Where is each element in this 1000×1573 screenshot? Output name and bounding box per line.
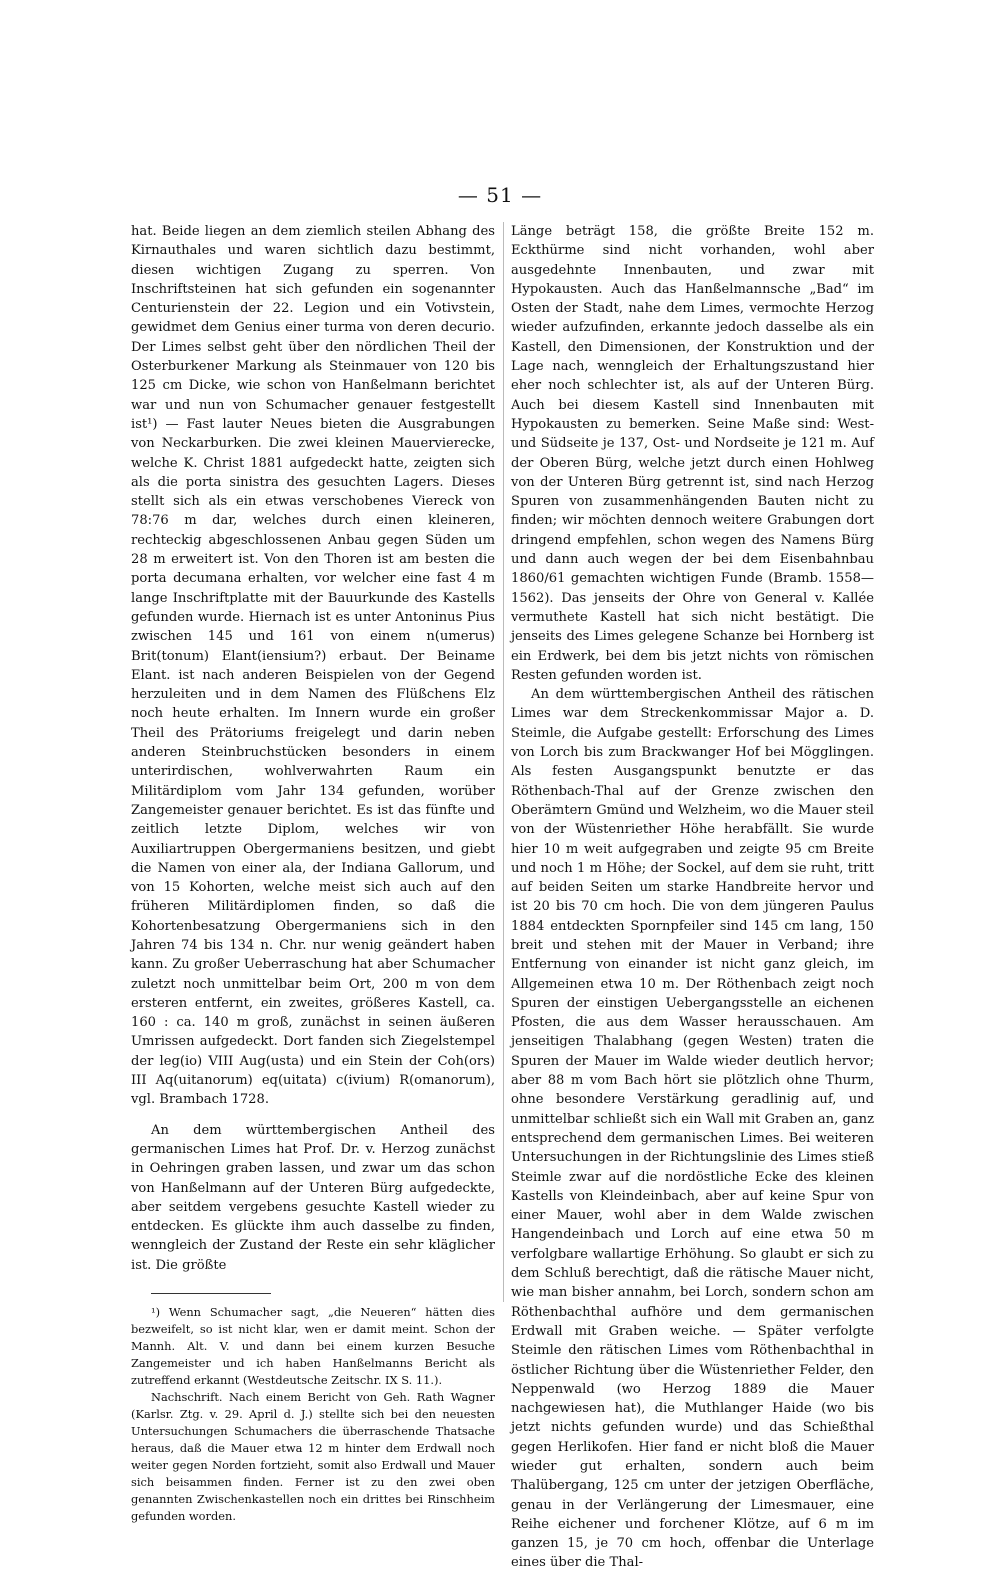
footnote-rule	[151, 1293, 271, 1294]
body-paragraph: An dem württembergischen Antheil des rätischen Limes war dem Streckenkommissar Major a. D. Steimle, die Aufgabe gestellt: Erforschung des Limes von Lorch bis zum Brackwanger Hof bei Mögglingen. Als festen Ausgangspunkt benutzte er das Röthenbach-Thal auf der Grenze zwischen den Oberämtern Gmünd und Welzheim, wo die Mauer steil von der Wüstenriether Höhe herabfällt. Sie wurde hier 10 m weit aufgegraben und zeigte 95 cm Breite und noch 1 m Höhe; der Sockel, auf dem sie ruht, tritt auf beiden Seiten um starke Handbreite hervor und ist 20 bis 70 cm hoch. Die von dem jüngeren Paulus 1884 entdeckten Spornpfeiler sind 145 cm lang, 150 breit und stehen mit der Mauer in Verband; ihre Entfernung von einander ist nicht ganz gleich, im Allgemeinen etwa 10 m. Der Röthenbach zeigt noch Spuren der einstigen Uebergangsstelle an eichenen Pfosten, die aus dem Wasser herausschauen. Am jenseitigen Thalabhang (gegen Westen) traten die Spuren der Mauer im Walde wieder deutlich hervor; aber 88 m vom Bach hört sie plötzlich ohne Thurm, ohne besondere Verstärkung geradlinig auf, und unmittelbar schließt sich ein Wall mit Graben an, ganz entsprechend dem germanischen Limes. Bei weiteren Untersuchungen in der Richtungslinie des Limes stieß Steimle zwar auf die nordöstliche Ecke des kleinen Kastells von Kleindeinbach, aber auf keine Spur von einer Mauer, wohl aber in dem Walde zwischen Hangendeinbach und Lorch auf eine etwa 50 m verfolgbare wallartige Erhöhung. So glaubt er sich zu dem Schluß berechtigt, daß die rätische Mauer nicht, wie man bisher annahm, bei Lorch, sondern schon am Röthenbachthal aufhöre und dem germanischen Erdwall mit Graben weiche. — Später verfolgte Steimle den rätischen Limes vom Röthenbachthal in östlicher Richtung über die Wüstenriether Felder, den Neppenwald (wo Herzog 1889 die Mauer nachgewiesen hat), die Muthlanger Haide (wo bis jetzt nichts gefunden wurde) und das Schießthal gegen Herlikofen. Hier fand er nicht bloß die Mauer wieder gut erhalten, sondern auch beim Thalübergang, 125 cm unter der jetzigen Oberfläche, genau in der Verlängerung der Limesmauer, eine Reihe eichener und forchener Klötze, auf 6 m im ganzen 15, je 70 cm hoch, offenbar die Unterlage eines über die Thal-	[511, 687, 874, 1571]
left-column	[131, 222, 495, 1525]
page-number: — 51 —	[457, 183, 543, 207]
right-column	[511, 222, 874, 1573]
postscript-note: Nachschrift. Nach einem Bericht von Geh. Rath Wagner (Karlsr. Ztg. v. 29. April d. J.) stellte sich bei den neuesten Untersuchungen Schumachers die überraschende Thatsache heraus, daß die Mauer etwa 12 m hinter dem Erdwall noch weiter gegen Norden fortzieht, somit also Erdwall und Mauer sich beisammen finden. Ferner ist zu den zwei oben genannten Zwischenkastellen noch ein drittes bei Rinschheim gefunden worden.	[131, 1390, 495, 1524]
footnote: ¹) Wenn Schumacher sagt, „die Neueren“ hätten dies bezweifelt, so ist nicht klar, wen er damit meint. Schon der Mannh. Alt. V. und dann bei einem kurzen Besuche Zangemeister und ich haben Hanßelmanns Bericht als zutreffend erkannt (Westdeutsche Zeitschr. IX S. 11.).	[131, 1305, 495, 1388]
body-paragraph: Länge beträgt 158, die größte Breite 152 m. Eckthürme sind nicht vorhanden, wohl aber ausgedehnte Innenbauten, und zwar mit Hypokausten. Auch das Hanßelmannsche „Bad“ im Osten der Stadt, nahe dem Limes, vermochte Herzog wieder aufzufinden, erkannte jedoch dasselbe als ein Kastell, den Dimensionen, der Konstruktion und der Lage nach, wenngleich der Erhaltungszustand hier eher noch schlechter ist, als auf der Unteren Bürg. Auch bei diesem Kastell sind Innenbauten mit Hypokausten zu bemerken. Seine Maße sind: West- und Südseite je 137, Ost- und Nordseite je 121 m. Auf der Oberen Bürg, welche jetzt durch einen Hohlweg von der Unteren Bürg getrennt ist, sind nach Herzog Spuren von zusammenhängenden Bauten nicht zu finden; wir möchten dennoch weitere Grabungen dort dringend empfehlen, schon wegen des Namens Bürg und dann auch wegen der bei dem Eisenbahnbau 1860/61 gemachten wichtigen Funde (Bramb. 1558—1562). Das jenseits der Ohre von General v. Kallée vermuthete Kastell hat sich nicht bestätigt. Die jenseits des Limes gelegene Schanze bei Hornberg ist ein Erdwerk, bei dem bis jetzt nichts von römischen Resten gefunden worden ist.	[511, 224, 874, 683]
body-paragraph: hat. Beide liegen an dem ziemlich steilen Abhang des Kirnauthales und waren sichtlich dazu bestimmt, diesen wichtigen Zugang zu sperren. Von Inschriftsteinen hat sich gefunden ein sogenannter Centurienstein der 22. Legion und ein Votivstein, gewidmet dem Genius einer turma von deren decurio. Der Limes selbst geht über den nördlichen Theil der Osterburkener Markung als Steinmauer von 120 bis 125 cm Dicke, wie schon von Hanßelmann berichtet war und nun von Schumacher genauer festgestellt ist¹) — Fast lauter Neues bieten die Ausgrabungen von Neckarburken. Die zwei kleinen Mauervierecke, welche K. Christ 1881 aufgedeckt hatte, zeigten sich als die porta sinistra des gesuchten Lagers. Dieses stellt sich als ein etwas verschobenes Viereck von 78:76 m dar, welches durch einen kleineren, rechteckig abgeschlossenen Anbau gegen Süden um 28 m erweitert ist. Von den Thoren ist am besten die porta decumana erhalten, vor welcher eine fast 4 m lange Inschriftplatte mit der Bauurkunde des Kastells gefunden wurde. Hiernach ist es unter Antoninus Pius zwischen 145 und 161 von einem n(umerus) Brit(tonum) Elant(iensium?) erbaut. Der Beiname Elant. ist nach anderen Beispielen von der Gegend herzuleiten und in dem Namen des Flüßchens Elz noch heute erhalten. Im Innern wurde ein großer Theil des Prätoriums freigelegt und darin neben anderen Steinbruchstücken besonders in einem unterirdischen, wohlverwahrten Raum ein Militärdiplom vom Jahr 134 gefunden, worüber Zangemeister genauer berichtet. Es ist das fünfte und zeitlich letzte Diplom, welches wir von Auxiliartruppen Obergermaniens besitzen, und giebt die Namen von einer ala, der Indiana Gallorum, und von 15 Kohorten, welche meist sich auch auf den früheren Militärdiplomen finden, so daß die Kohortenbesatzung Obergermaniens sich in den Jahren 74 bis 134 n. Chr. nur wenig geändert haben kann. Zu großer Ueberraschung hat aber Schumacher zuletzt noch unmittelbar beim Ort, 200 m von dem ersteren entfernt, ein zweites, größeres Kastell, ca. 160 : ca. 140 m groß, zunächst in seinen äußeren Umrissen aufgedeckt. Dort fanden sich Ziegelstempel der leg(io) VIII Aug(usta) und ein Stein der Coh(ors) III Aq(uitanorum) eq(uitata) c(ivium) R(omanorum), vgl. Brambach 1728.	[131, 224, 495, 1108]
column-divider	[503, 222, 504, 1302]
body-paragraph: An dem württembergischen Antheil des germanischen Limes hat Prof. Dr. v. Herzog zunächst in Oehringen graben lassen, und zwar um das schon von Hanßelmann auf der Unteren Bürg aufgedeckte, aber seitdem vergebens gesuchte Kastell wieder zu entdecken. Es glückte ihm auch dasselbe zu finden, wenngleich der Zustand der Reste ein sehr kläglicher ist. Die größte	[131, 1122, 495, 1273]
